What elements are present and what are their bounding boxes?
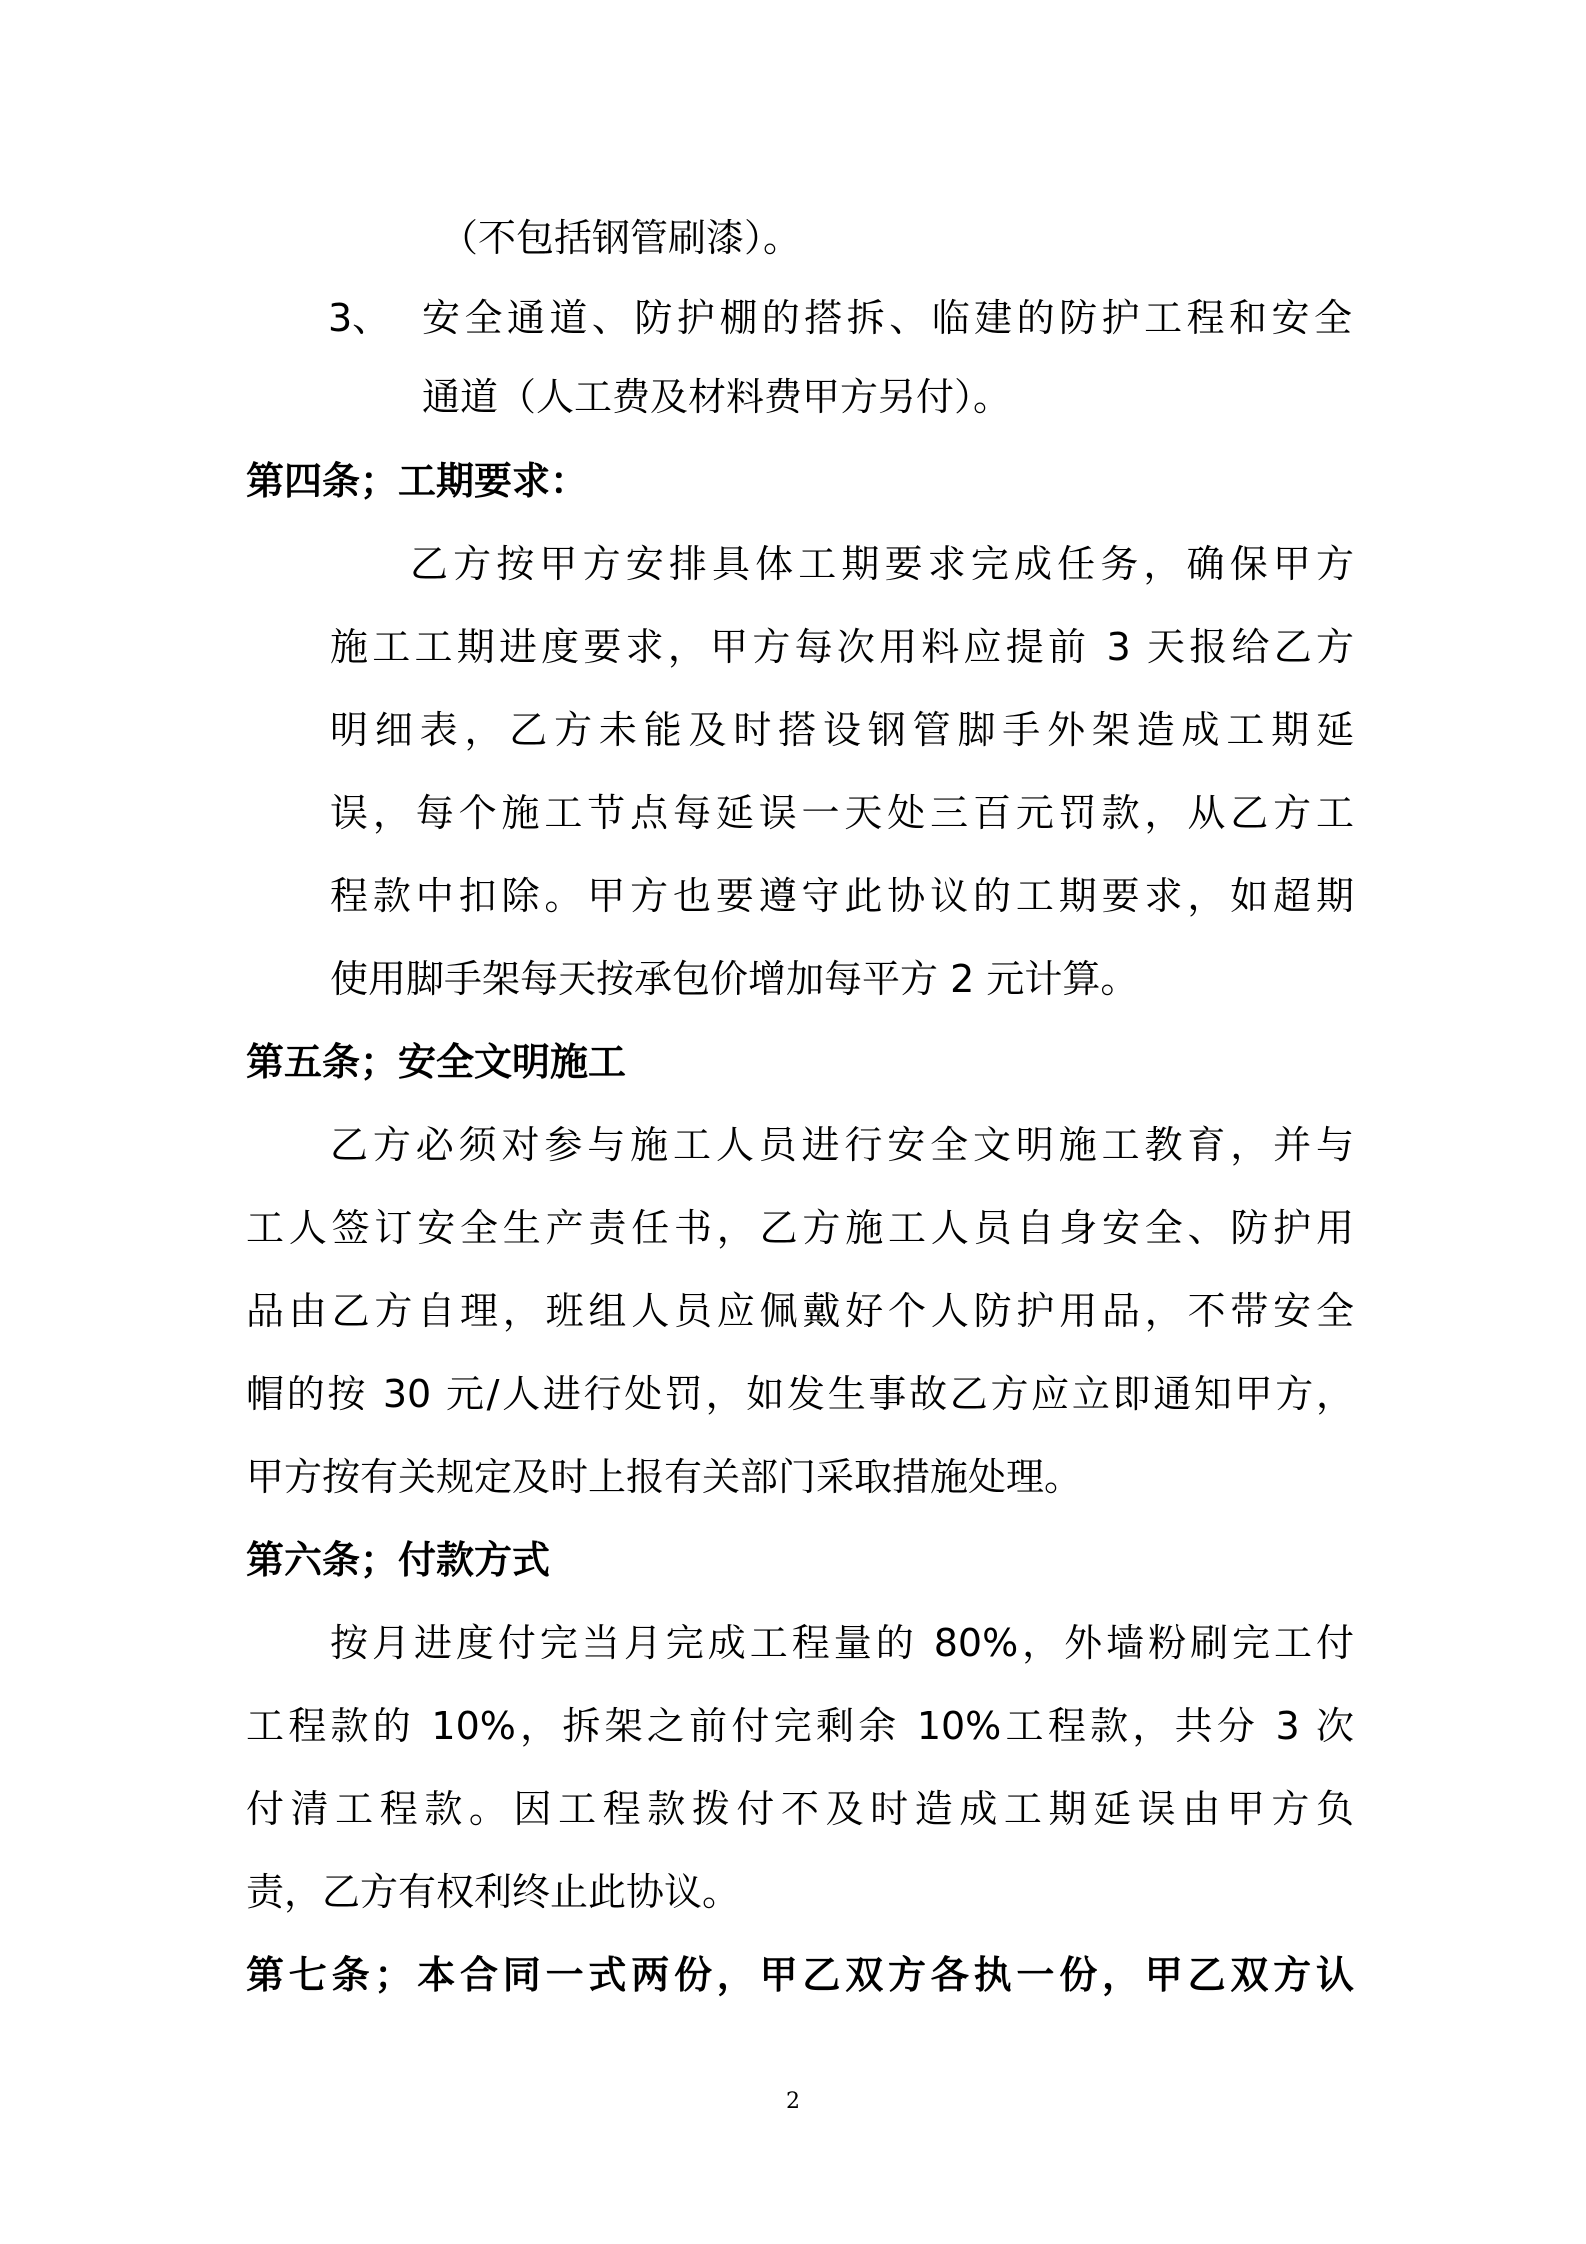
article-4-paragraph-line-5: 程款中扣除。甲方也要遵守此协议的工期要求，如超期 — [330, 874, 1354, 918]
article-4-paragraph-line-1: 乙方按甲方安排具体工期要求完成任务，确保甲方 — [410, 542, 1354, 586]
article-4-paragraph-line-3: 明细表，乙方未能及时搭设钢管脚手外架造成工期延 — [330, 708, 1354, 752]
article-4-paragraph-line-6: 使用脚手架每天按承包价增加每平方 2 元计算。 — [330, 957, 1139, 1001]
article-6-paragraph-line-2: 工程款的 10%，拆架之前付完剩余 10%工程款，共分 3 次 — [246, 1704, 1354, 1748]
article-5-heading: 第五条；安全文明施工 — [246, 1040, 627, 1084]
article-6-paragraph-line-3: 付清工程款。因工程款拨付不及时造成工期延误由甲方负 — [246, 1787, 1354, 1831]
article-4-paragraph-line-4: 误，每个施工节点每延误一天处三百元罚款，从乙方工 — [330, 791, 1354, 835]
list-item-3-continuation: 通道（人工费及材料费甲方另付）。 — [422, 375, 1012, 419]
article-6-paragraph-line-4: 责，乙方有权利终止此协议。 — [246, 1870, 741, 1914]
article-5-paragraph-line-2: 工人签订安全生产责任书，乙方施工人员自身安全、防护用 — [246, 1206, 1354, 1250]
page-number: 2 — [786, 2089, 800, 2114]
article-5-paragraph-line-1: 乙方必须对参与施工人员进行安全文明施工教育，并与 — [330, 1123, 1354, 1167]
list-number-3: 3、 — [328, 296, 391, 340]
article-4-paragraph-line-2: 施工工期进度要求，甲方每次用料应提前 3 天报给乙方 — [330, 625, 1354, 669]
article-5-paragraph-line-3: 品由乙方自理，班组人员应佩戴好个人防护用品，不带安全 — [246, 1289, 1354, 1333]
article-4-heading: 第四条；工期要求： — [246, 459, 589, 503]
article-7-text: 第七条；本合同一式两份，甲乙双方各执一份，甲乙双方认 — [246, 1953, 1354, 1997]
list-item-3-text: 安全通道、防护棚的搭拆、临建的防护工程和安全 — [422, 296, 1352, 340]
line-continuation-1: （不包括钢管刷漆）。 — [440, 216, 802, 260]
article-6-heading: 第六条；付款方式 — [246, 1538, 551, 1582]
article-6-paragraph-line-1: 按月进度付完当月完成工程量的 80%，外墙粉刷完工付 — [330, 1621, 1354, 1665]
article-5-paragraph-line-5: 甲方按有关规定及时上报有关部门采取措施处理。 — [246, 1455, 1083, 1499]
article-5-paragraph-line-4: 帽的按 30 元/人进行处罚，如发生事故乙方应立即通知甲方， — [246, 1372, 1354, 1416]
